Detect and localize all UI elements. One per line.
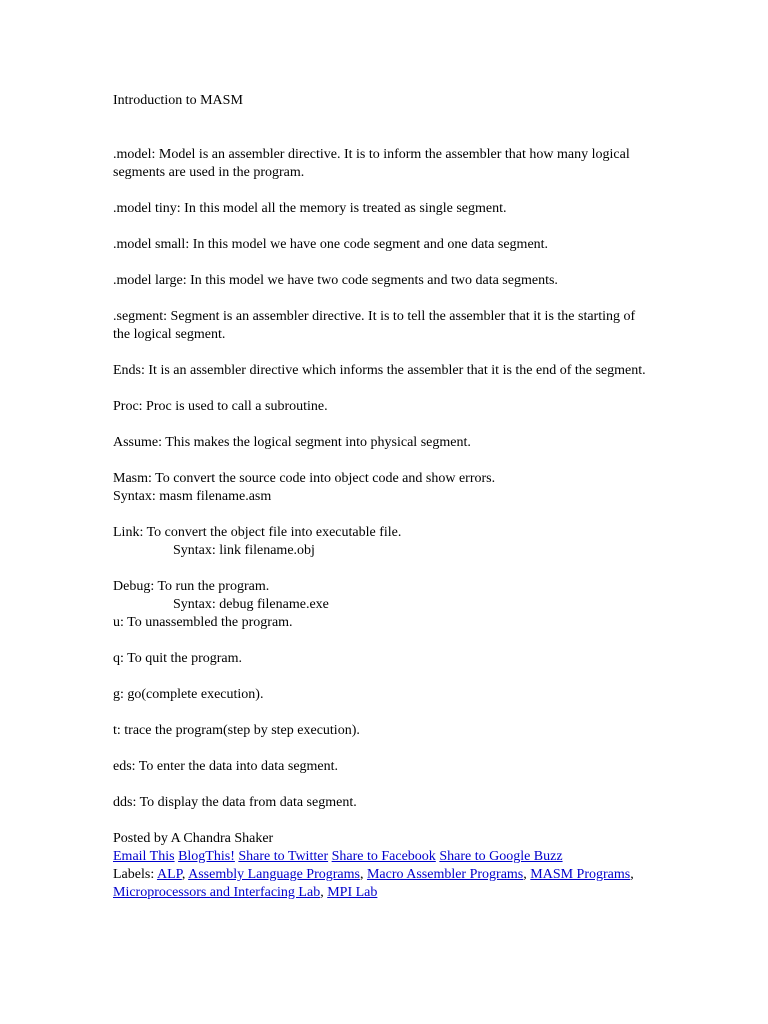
labels-prefix: Labels: (113, 867, 155, 882)
share-links (113, 848, 653, 866)
label-link-masm-programs[interactable]: MASM Programs (530, 867, 631, 882)
share-link-blogthis[interactable]: BlogThis! (178, 849, 235, 864)
paragraph-dds: dds: To display the data from data segment. (113, 795, 357, 810)
share-link-twitter[interactable]: Share to Twitter (238, 849, 329, 864)
paragraph-model: .model: Model is an assembler directive. It is to inform the assembler that how many logical segments are used in the program. (113, 147, 630, 180)
label-link-alp[interactable]: ALP (156, 867, 182, 882)
paragraph-link: Link: To convert the object file into executable file. (113, 525, 402, 540)
paragraph-masm: Masm: To convert the source code into object code and show errors. (113, 471, 496, 486)
posted-by: Posted by A Chandra Shaker (113, 831, 274, 846)
paragraph-model-large: .model large: In this model we have two code segments and two data segments. (113, 273, 558, 288)
paragraph-u: u: To unassembled the program. (113, 615, 293, 630)
page-title: Introduction to MASM (113, 93, 243, 108)
paragraph-assume: Assume: This makes the logical segment into physical segment. (113, 435, 471, 450)
paragraph-model-tiny: .model tiny: In this model all the memory is treated as single segment. (113, 201, 507, 216)
paragraph-debug: Debug: To run the program. (113, 579, 270, 594)
paragraph-q: q: To quit the program. (113, 651, 243, 666)
paragraph-ends: Ends: It is an assembler directive which informs the assembler that it is the end of the segment. (113, 363, 646, 378)
paragraph-eds: eds: To enter the data into data segment. (113, 759, 339, 774)
share-link-facebook[interactable]: Share to Facebook (331, 849, 436, 864)
paragraph-masm-syntax: Syntax: masm filename.asm (113, 489, 272, 504)
label-link-mpi-lab[interactable]: MPI Lab (327, 885, 378, 900)
post-footer (113, 830, 653, 902)
document-body (113, 92, 653, 902)
paragraph-proc: Proc: Proc is used to call a subroutine. (113, 399, 328, 414)
paragraph-t: t: trace the program(step by step execution). (113, 723, 360, 738)
paragraph-debug-syntax: Syntax: debug filename.exe (173, 597, 329, 612)
paragraph-g: g: go(complete execution). (113, 687, 264, 702)
paragraph-model-small: .model small: In this model we have one code segment and one data segment. (113, 237, 549, 252)
share-link-google-buzz[interactable]: Share to Google Buzz (439, 849, 563, 864)
label-link-assembly-language-programs[interactable]: Assembly Language Programs (188, 867, 360, 882)
label-link-microprocessors-and-interfacing-lab[interactable]: Microprocessors and Interfacing Lab (113, 885, 321, 900)
labels-line: Labels: ALP, Assembly Language Programs, Macro Assembler Programs, MASM Programs, Microprocessors and Interfacing Lab, MPI Lab (113, 867, 634, 900)
paragraph-segment: .segment: Segment is an assembler directive. It is to tell the assembler that it is the starting of the logical segment. (113, 309, 636, 342)
paragraph-link-syntax: Syntax: link filename.obj (173, 543, 315, 558)
label-link-macro-assembler-programs[interactable]: Macro Assembler Programs (366, 867, 524, 882)
share-link-email[interactable]: Email This (113, 849, 175, 864)
